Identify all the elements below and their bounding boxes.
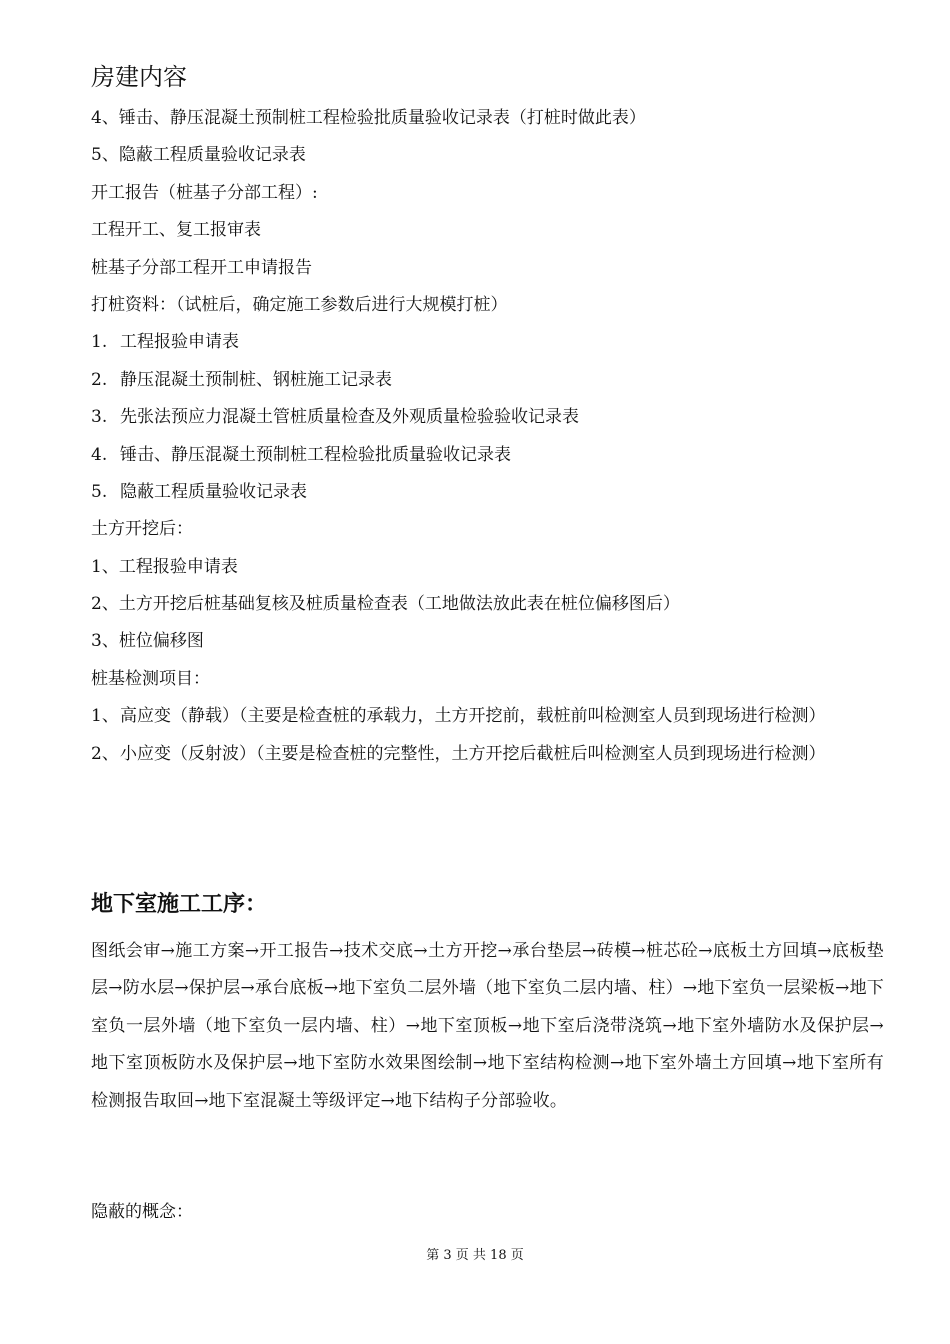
list-item xyxy=(91,399,886,436)
page-title: 房建内容 xyxy=(91,63,187,91)
list-text: 高应变（静载）（主要是检查桩的承载力，土方开挖前，载桩前叫检测室人员到现场进行检测） xyxy=(120,706,826,727)
text-line: 开工报告（桩基子分部工程）: xyxy=(91,182,318,203)
list-item xyxy=(91,324,886,361)
list-item: 1、工程报验申请表 xyxy=(91,556,238,577)
section-heading: 地下室施工工序： xyxy=(91,892,268,917)
list-text: 隐蔽工程质量验收记录表 xyxy=(120,481,307,502)
list-number: 2、 xyxy=(91,743,119,764)
list-item xyxy=(91,437,886,474)
list-number: 1、 xyxy=(91,706,119,727)
list-number: 3. xyxy=(91,407,108,428)
list-text: 锤击、静压混凝土预制桩工程检验批质量验收记录表 xyxy=(120,444,511,465)
list-text: 静压混凝土预制桩、钢桩施工记录表 xyxy=(120,369,392,390)
document-body xyxy=(91,100,886,773)
list-number: 2. xyxy=(91,369,108,390)
list-item: 2、土方开挖后桩基础复核及桩质量检查表（工地做法放此表在桩位偏移图后） xyxy=(91,594,680,615)
concept-label: 隐蔽的概念： xyxy=(91,1202,193,1222)
section-label: 桩基检测项目： xyxy=(91,668,210,689)
list-item xyxy=(91,474,886,511)
list-text: 先张法预应力混凝土管桩质量检查及外观质量检验验收记录表 xyxy=(120,407,579,428)
section-label: 土方开挖后： xyxy=(91,519,193,540)
list-item xyxy=(91,698,886,735)
list-number: 4. xyxy=(91,444,108,465)
text-line: 桩基子分部工程开工申请报告 xyxy=(91,257,312,278)
list-item xyxy=(91,736,886,773)
text-line: 打桩资料：（试桩后，确定施工参数后进行大规模打桩） xyxy=(91,294,508,315)
list-text: 工程报验申请表 xyxy=(120,332,239,353)
page-number: 第 3 页 共 18 页 xyxy=(426,1248,524,1263)
list-number: 5. xyxy=(91,481,108,502)
list-item: 3、桩位偏移图 xyxy=(91,631,204,652)
list-text: 小应变（反射波）（主要是检查桩的完整性，土方开挖后截桩后叫检测室人员到现场进行检测） xyxy=(120,743,826,764)
process-paragraph: 图纸会审→施工方案→开工报告→技术交底→土方开挖→承台垫层→砖模→桩芯砼→底板土方回填→底板垫层→防水层→保护层→承台底板→地下室负二层外墙（地下室负二层内墙、柱）→地下室负一层梁板→地下室负一层外墙（地下室负一层内墙、柱）→地下室顶板→地下室后浇带浇筑→地下室外墙防水及保护层→地下室顶板防水及保护层→地下室防水效果图绘制→地下室结构检测→地下室外墙土方回填→地下室所有检测报告取回→地下室混凝土等级评定→地下结构子分部验收。 xyxy=(91,941,884,1111)
text-line: 4、锤击、静压混凝土预制桩工程检验批质量验收记录表（打桩时做此表） xyxy=(91,108,646,128)
text-line: 工程开工、复工报审表 xyxy=(91,220,261,241)
list-number: 1. xyxy=(91,332,108,353)
list-item xyxy=(91,362,886,399)
text-line: 5、隐蔽工程质量验收记录表 xyxy=(91,145,306,166)
